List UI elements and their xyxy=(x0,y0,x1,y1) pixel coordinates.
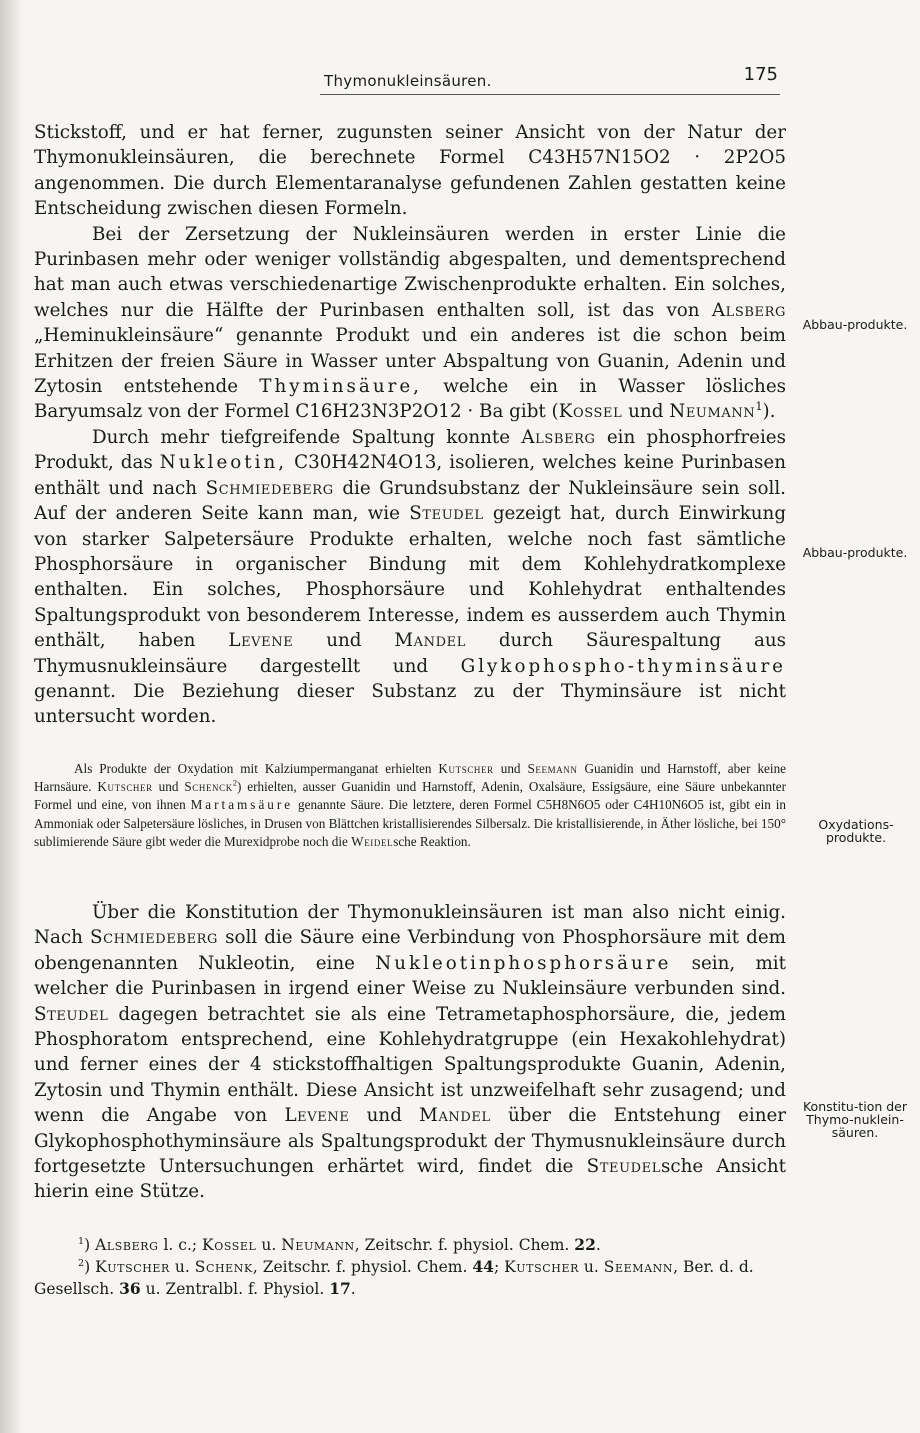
text-run: welche ein in Wasser lösliches Baryumsalz von der Formel C16H23N3P2O12 · Ba gibt ( xyxy=(34,376,787,423)
text-run: ; xyxy=(493,1258,500,1276)
author-mandel: Mandel xyxy=(394,630,466,652)
term-nukleotinphosphorsaeure: Nukleotinphosphorsäure xyxy=(375,952,672,974)
author-schenk: Schenk xyxy=(194,1258,253,1276)
footnotes xyxy=(34,1234,786,1300)
text-run: und xyxy=(500,761,521,776)
text-run: sche Ansicht hierin eine Stütze. xyxy=(34,1156,787,1203)
text-run: Als Produkte der Oxydation mit Kalziumpermanganat erhielten xyxy=(74,761,432,776)
paragraph-3 xyxy=(34,425,786,730)
author-seemann: Seemann xyxy=(527,761,578,776)
text-run: und xyxy=(628,401,664,423)
author-weidel: Weidel xyxy=(351,833,394,849)
text-run: genannt. Die Beziehung dieser Substanz zu der Thyminsäure ist nicht untersucht worden. xyxy=(34,680,786,728)
footnote-1: $^1$) Alsberg l. c.; Kossel u. Neumann, Zeitschr. f. physiol. Chem. 22. xyxy=(78,1235,601,1254)
text-run: C30H42N4O13, isolieren, welches keine Purinbasen enthält und nach xyxy=(34,452,787,499)
text-run: dagegen betrachtet sie als eine Tetrametaphosphorsäure, die, jedem Phosphoratom entsprechend, eine Kohlehydratgruppe (ein Hexakohlehydrat) und ferner eines der 4 stickstoffhaltigen Spaltungsprodukte Guanin, Adenin, Zytosin und Thymin enthält. Diese Ansicht ist unzweifelhaft sehr zusagend; und wenn die Angabe von xyxy=(34,1003,786,1127)
author-alsberg: Alsberg xyxy=(521,426,596,448)
author-kutscher: Kutscher xyxy=(95,1258,170,1276)
margin-note-abbauprodukte: Abbau-produkte. xyxy=(802,317,908,332)
author-seemann: Seemann xyxy=(603,1258,674,1276)
author-steudel: Steudel xyxy=(586,1156,661,1178)
text-run: . xyxy=(350,1280,356,1298)
author-kutscher: Kutscher xyxy=(97,779,153,795)
text-run: u. xyxy=(583,1258,599,1276)
text-run: sche Reaktion. xyxy=(393,833,471,849)
volume-number: 22 xyxy=(574,1235,596,1254)
author-steudel: Steudel xyxy=(34,1003,109,1025)
text-run: Bei der Zersetzung der Nukleinsäuren werden in erster Linie die Purinbasen mehr oder weniger vollständig abgespalten, und dementsprechend hat man auch etwas verschiedenartige Zwischenprodukte erhalten. Ein solches, welches nur die Hälfte der Purinbasen enthalten soll, ist das von xyxy=(34,223,786,321)
text-run: ) erhielten, ausser Guanidin und Harnstoff, Adenin, Oxalsäure, Essigsäure, eine Säure unbekannter Formel und eine, von ihnen xyxy=(34,779,787,813)
text-run: u. xyxy=(174,1258,190,1276)
author-kutscher: Kutscher xyxy=(504,1258,579,1276)
term-glykophosphothyminsaeure: Glykophospho-thyminsäure xyxy=(460,655,786,677)
volume-number: 36 xyxy=(119,1279,141,1298)
footnote-number: 2 xyxy=(78,1257,85,1269)
author-steudel: Steudel xyxy=(409,503,484,525)
text-run: gezeigt hat, durch Einwirkung von starker Salpetersäure Produkte erhalten, welche noch fast sämtliche Phosphorsäure in organischer Bindung mit dem Kohlehydratkomplexe enthalten. Ein solches, Phosphorsäure und Kohlehydrat enthaltendes Spaltungsprodukt von besonderem Interesse, indem es ausserdem auch Thymin enthält, haben xyxy=(34,503,787,652)
text-run: sein, mit welcher die Purinbasen in irgend einer Weise zu Nukleinsäure verbunden sind. xyxy=(34,952,786,1000)
author-alsberg: Alsberg xyxy=(95,1236,159,1254)
volume-number: 17 xyxy=(329,1279,351,1298)
author-neumann: Neumann xyxy=(281,1236,355,1254)
volume-number: 44 xyxy=(472,1257,494,1276)
author-schmiedeberg: Schmiedeberg xyxy=(205,477,334,499)
text-run: Über die Konstitution der Thymonukleinsäuren ist man also nicht einig. Nach xyxy=(34,902,786,949)
term-thyminsaeure: Thyminsäure, xyxy=(259,376,422,398)
text-run: u. Zentralbl. f. Physiol. xyxy=(145,1280,325,1298)
text-run: , Ber. d. d. Gesellsch. xyxy=(34,1258,754,1298)
text-run: die Grundsubstanz der Nukleinsäure sein soll. Auf der anderen Seite kann man, wie xyxy=(34,477,786,525)
text-run: „Heminukleinsäure“ genannte Produkt und ein anderes ist die schon beim Erhitzen der freien Säure in Wasser unter Abspaltung von Guanin, Adenin und Zytosin entstehende xyxy=(34,325,786,398)
author-kossel: Kossel xyxy=(202,1236,257,1254)
main-text-upper xyxy=(34,120,786,730)
text-run: ein phosphorfreies Produkt, das xyxy=(34,426,787,474)
oxidation-paragraph xyxy=(34,760,786,851)
text-run: soll die Säure eine Verbindung von Phosphorsäure mit dem obengenannten Nukleotin, eine xyxy=(34,927,787,974)
paragraph-konstitution xyxy=(34,900,786,1205)
footnote-number: 1 xyxy=(78,1235,85,1247)
term-martamsaeure: Martamsäure xyxy=(190,797,294,813)
author-levene: Levene xyxy=(228,630,294,652)
page-header xyxy=(320,66,780,95)
footnote-2: $^2$) Kutscher u. Schenk, Zeitschr. f. physiol. Chem. 44; Kutscher u. Seemann, Ber. d. d. Gesellsch. 36 u. Zentralbl. f. Physiol. 17. xyxy=(34,1257,754,1298)
text-run: Durch mehr tiefgreifende Spaltung konnte xyxy=(92,426,511,448)
text-run: durch Säurespaltung aus Thymusnukleinsäure dargestellt und xyxy=(34,630,787,677)
text-run: über die Entstehung einer Glykophosphothyminsäure als Spaltungsprodukt der Thymusnukleinsäure durch fortgesetzte Untersuchungen erhärtet wird, findet die xyxy=(34,1105,787,1178)
author-levene: Levene xyxy=(284,1105,350,1127)
text-run: und xyxy=(366,1105,402,1127)
text-run: Guanidin und Harnstoff, aber keine Harnsäure. xyxy=(34,761,787,795)
text-run: , Zeitschr. f. physiol. Chem. xyxy=(354,1236,570,1254)
text-run: und xyxy=(158,779,179,795)
author-kossel: Kossel xyxy=(558,401,623,423)
text-run: u. xyxy=(261,1236,277,1254)
text-run: ). xyxy=(762,401,776,423)
small-print-paragraph xyxy=(34,760,786,851)
author-alsberg: Alsberg xyxy=(711,299,787,321)
main-text-lower xyxy=(34,900,786,1205)
text-run: . xyxy=(595,1236,601,1254)
margin-note-konstitution: Konstitu-tion der Thymo-nuklein-säuren. xyxy=(802,1099,908,1140)
author-mandel: Mandel xyxy=(419,1105,491,1127)
footnote-ref-2: 2 xyxy=(232,778,237,788)
paragraph-2 xyxy=(34,222,786,425)
page-number: 175 xyxy=(743,64,778,85)
margin-note-abbauprodukte: Abbau-produkte. xyxy=(802,545,908,560)
text-run: genannte Säure. Die letztere, deren Formel C5H8N6O5 oder C4H10N6O5 ist, gibt ein in Ammoniak oder Salpetersäure lösliches, in Drusen von Blättchen kristallisierendes Silbersalz. Die kristallisierende, in Äther lösliche, bei 150° sublimierende Säure gibt weder die Murexidprobe noch die xyxy=(34,797,787,849)
text-run: l. c.; xyxy=(163,1236,198,1254)
text-run: , Zeitschr. f. physiol. Chem. xyxy=(252,1258,468,1276)
term-nukleotin: Nukleotin, xyxy=(159,452,288,474)
author-schmiedeberg: Schmiedeberg xyxy=(89,927,219,949)
author-schenck: Schenck xyxy=(184,779,233,795)
margin-note-oxydationsprodukte: Oxydations-produkte. xyxy=(818,817,894,845)
running-title: Thymonukleinsäuren. xyxy=(324,72,492,90)
footnote-ref-1: 1 xyxy=(755,399,763,414)
author-neumann: Neumann xyxy=(669,401,756,423)
author-kutscher: Kutscher xyxy=(438,761,494,776)
text-run: und xyxy=(326,630,362,652)
paragraph-1: Stickstoff, und er hat ferner, zugunsten seiner Ansicht von der Natur der Thymonukleinsäuren, die berechnete Formel C43H57N15O2 · 2P2O5 angenommen. Die durch Elementaranalyse gefundenen Zahlen gestatten keine Entscheidung zwischen diesen Formeln. xyxy=(34,122,786,220)
